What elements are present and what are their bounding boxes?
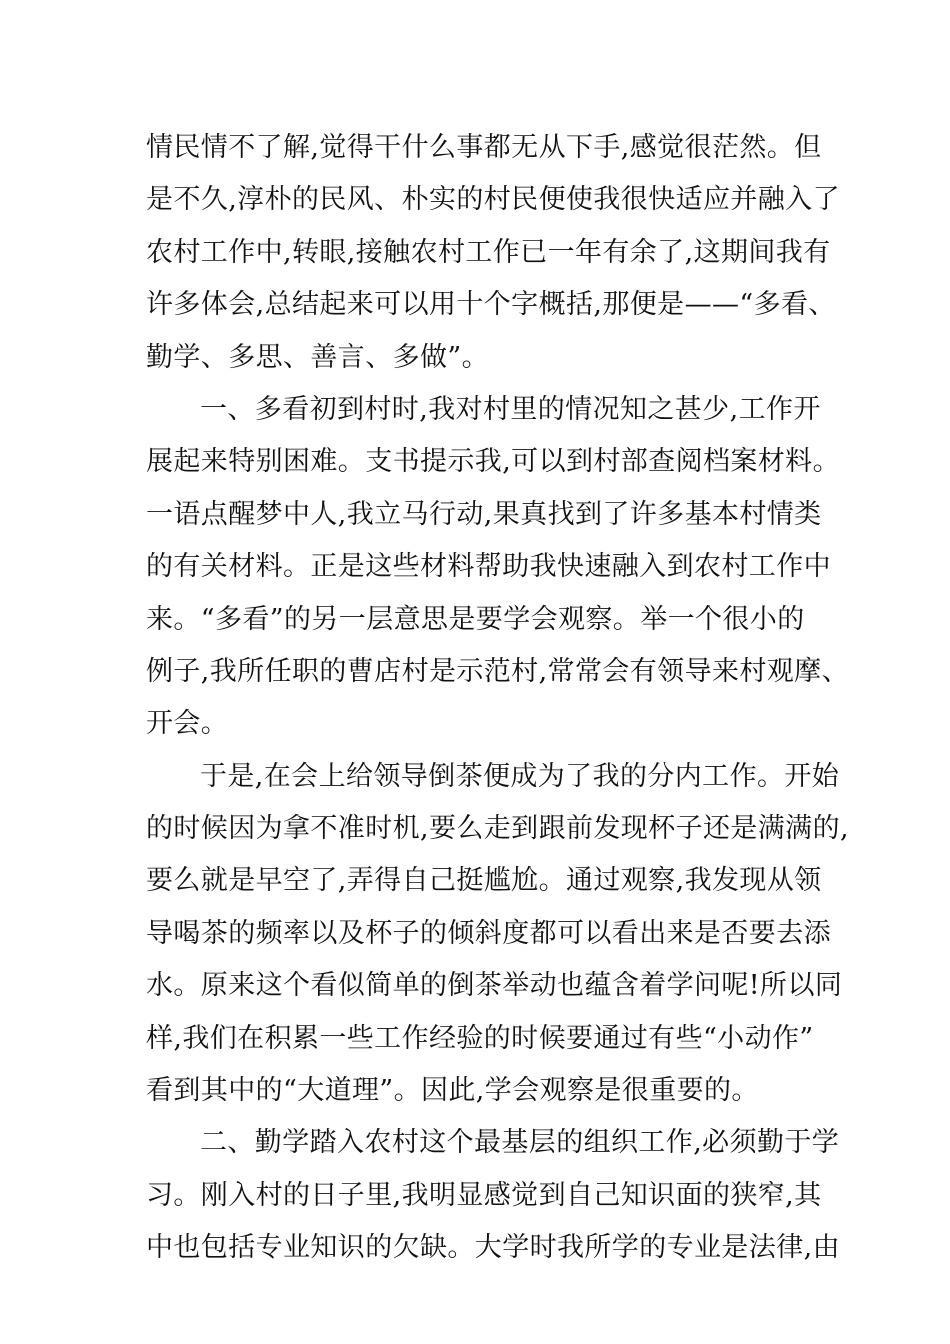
text-line: 开会。	[146, 708, 229, 740]
text-line: 例子,我所任职的曹店村是示范村,常常会有领导来村观摩、	[146, 655, 849, 687]
text-line: 的有关材料。正是这些材料帮助我快速融入到农村工作中	[146, 551, 831, 583]
text-line: 是不久,淳朴的民风、朴实的村民便使我很快适应并融入了	[146, 184, 840, 216]
text-line: 样,我们在积累一些工作经验的时候要通过有些“小动作”	[146, 1022, 814, 1054]
paragraph-start-line: 二、勤学踏入农村这个最基层的组织工作,必须勤于学	[200, 1127, 840, 1159]
text-line: 一语点醒梦中人,我立马行动,果真找到了许多基本村情类	[146, 498, 822, 530]
text-line: 展起来特别困难。支书提示我,可以到村部查阅档案材料。	[146, 446, 840, 478]
text-line: 农村工作中,转眼,接触农村工作已一年有余了,这期间我有	[146, 236, 831, 268]
paragraph-start-line: 一、多看初到村时,我对村里的情况知之甚少,工作开	[200, 393, 821, 425]
text-line: 习。刚入村的日子里,我明显感觉到自己知识面的狭窄,其	[146, 1179, 822, 1211]
text-line: 导喝茶的频率以及杯子的倾斜度都可以看出来是否要去添	[146, 917, 831, 949]
text-line: 勤学、多思、善言、多做”。	[146, 341, 490, 373]
text-line: 水。原来这个看似简单的倒茶举动也蕴含着学问呢!所以同	[146, 970, 843, 1002]
text-line: 要么就是早空了,弄得自己挺尴尬。通过观察,我发现从领	[146, 865, 822, 897]
document-body	[146, 122, 849, 1275]
text-line: 看到其中的“大道理”。因此,学会观察是很重要的。	[146, 1075, 759, 1107]
paragraph-start-line: 于是,在会上给领导倒茶便成为了我的分内工作。开始	[200, 760, 840, 792]
text-line: 来。“多看”的另一层意思是要学会观察。举一个很小的	[146, 603, 805, 635]
text-line: 的时候因为拿不准时机,要么走到跟前发现杯子还是满满的,	[146, 813, 849, 845]
text-line: 许多体会,总结起来可以用十个字概括,那便是——“多看、	[146, 289, 836, 321]
text-line: 中也包括专业知识的欠缺。大学时我所学的专业是法律,由	[146, 1232, 840, 1264]
text-line: 情民情不了解,觉得干什么事都无从下手,感觉很茫然。但	[146, 132, 822, 163]
